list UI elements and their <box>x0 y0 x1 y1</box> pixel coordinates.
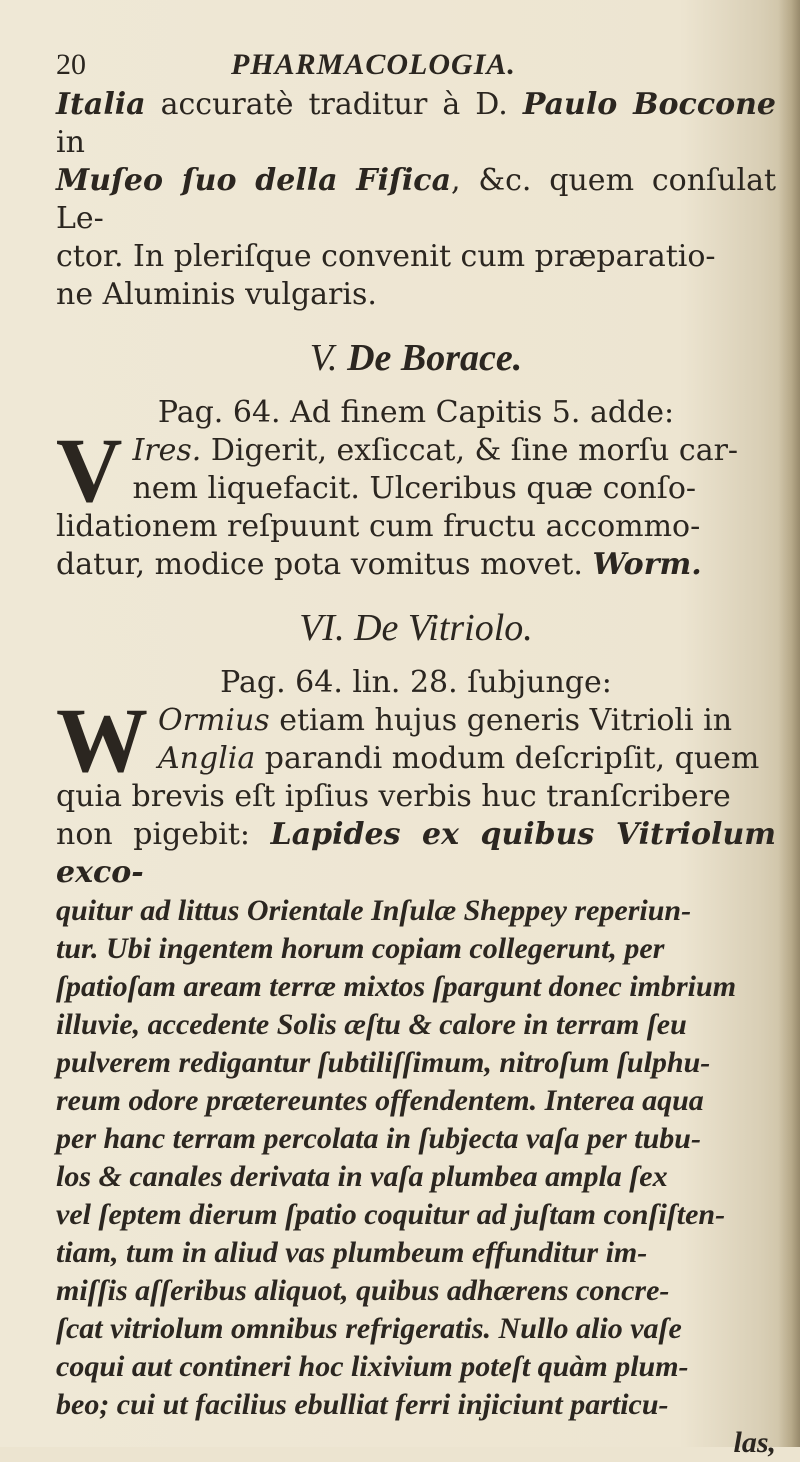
intro-line: ne Aluminis vulgaris. <box>56 277 377 312</box>
vitriolo-paragraph: W Ormius etiam hujus generis Vitrioli in Anglia parandi modum deſcripſit, quem quia brevis eſt ipſius verbis huc tranſcribere non pigebit: Lapides ex quibus Vitriolum exco- <box>56 689 776 890</box>
quote-line: quitur ad littus Orientale Inſulæ Sheppey reperiun- <box>56 894 692 927</box>
quote-line: ſcat vitriolum omnibus refrigeratis. Nullo alio vaſe <box>56 1312 682 1345</box>
intro-paragraph <box>56 86 776 314</box>
drop-capital: W <box>56 689 148 791</box>
quote-line: pulverem redigantur ſubtiliſſimum, nitroſum ſulphu- <box>56 1046 711 1079</box>
quote-line: tur. Ubi ingentem horum copiam collegerunt, per <box>56 932 665 965</box>
page-header <box>56 40 776 86</box>
quote-line: tiam, tum in aliud vas plumbeum effunditur im- <box>56 1236 648 1269</box>
intro-line: Italia accuratè traditur à D. Paulo Boccone in <box>56 87 776 160</box>
intro-line: ctor. In pleriſque convenit cum præparatio- <box>56 239 716 274</box>
quote-line: illuvie, accedente Solis æſtu & calore in terram ſeu <box>56 1008 687 1041</box>
quote-line: per hanc terram percolata in ſubjecta vaſa per tubu- <box>56 1122 701 1155</box>
section-subline: Pag. 64. lin. 28. ſubjunge: <box>220 665 612 700</box>
quote-line: vel ſeptem dierum ſpatio coquitur ad juſtam conſiſten- <box>56 1198 726 1231</box>
section-heading-vitriolo: VI. De Vitriolo. <box>299 607 533 649</box>
page-number: 20 <box>56 48 86 81</box>
page-content <box>56 40 776 1462</box>
quote-line: ſpatioſam aream terræ mixtos ſpargunt donec imbrium <box>56 970 737 1003</box>
running-head: PHARMACOLOGIA. <box>231 48 516 81</box>
page-gutter-shadow <box>778 0 800 1447</box>
intro-line: Muſeo ſuo della Fiſica, &c. quem conſulat Le- <box>56 163 777 236</box>
quote-line: coqui aut contineri hoc lixivium poteſt quàm plum- <box>56 1350 689 1383</box>
drop-capital: V <box>56 419 123 521</box>
quote-line: miſſis aſſeribus aliquot, quibus adhærens concre- <box>56 1274 670 1307</box>
quote-line: reum odore prætereuntes offendentem. Interea aqua <box>56 1084 704 1117</box>
quote-line: beo; cui ut facilius ebulliat ferri injiciunt particu- <box>56 1388 669 1421</box>
section-heading-borace: V. De Borace. <box>309 337 523 379</box>
section-subline: Pag. 64. Ad finem Capitis 5. adde: <box>157 395 675 430</box>
borace-paragraph: V Ires. Digerit, exſiccat, & ſine morſu car- nem liquefacit. Ulceribus quæ conſo- lidationem reſpuunt cum fructu accommo- datur, modice pota vomitus movet. Worm. <box>56 419 739 582</box>
catchword: las, <box>733 1426 776 1459</box>
vitriolo-quotation <box>56 892 776 1462</box>
quote-line: los & canales derivata in vaſa plumbea ampla ſex <box>56 1160 668 1193</box>
